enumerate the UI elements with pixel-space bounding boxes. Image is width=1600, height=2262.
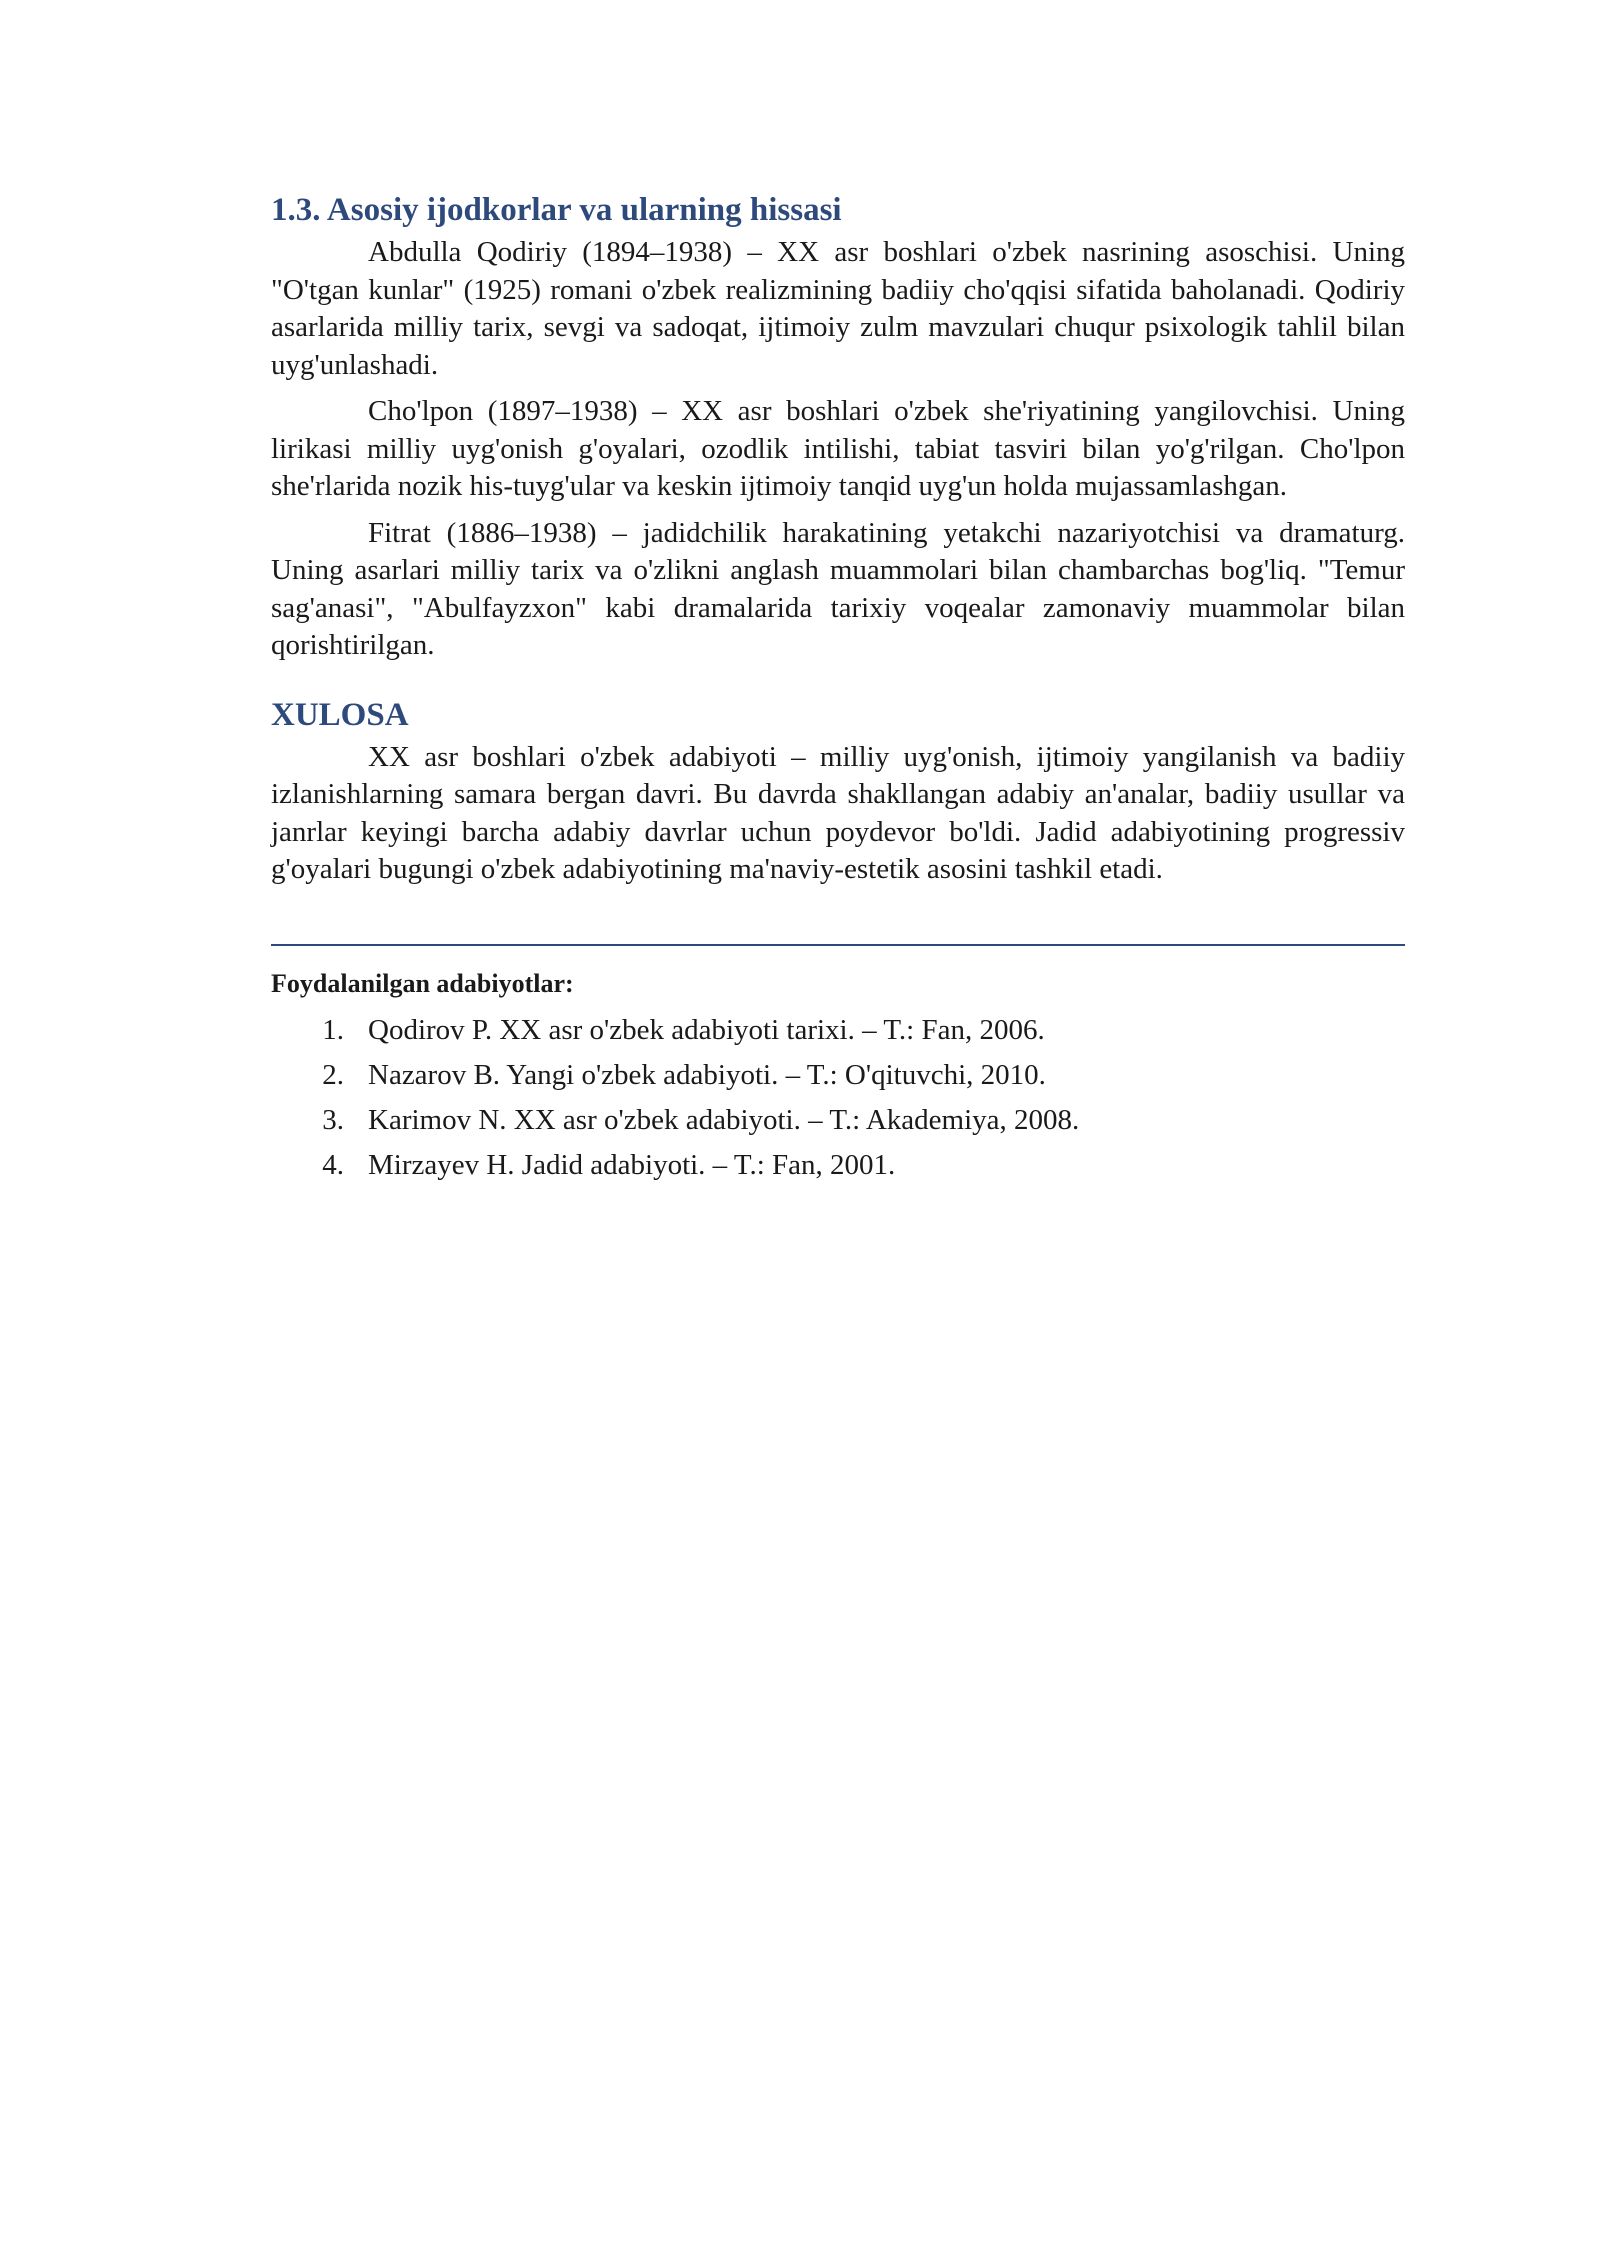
reference-item [271,1143,1405,1188]
reference-number: 1. [322,1013,344,1046]
reference-text: Karimov N. XX asr o'zbek adabiyoti. – T.: Akademiya, 2008. [368,1103,1080,1136]
conclusion-heading: XULOSA [271,696,409,733]
reference-text: Mirzayev H. Jadid adabiyoti. – T.: Fan, 2001. [368,1148,896,1181]
section-spacer [271,674,1405,695]
section-heading: 1.3. Asosiy ijodkorlar va ularning hissasi [271,192,842,228]
paragraph-fitrat: Fitrat (1886–1938) – jadidchilik harakatining yetakchi nazariyotchisi va dramaturg. Uning asarlari milliy tarix va o'zlikni anglash muammolari bilan chambarchas bog'liq. "Temur sag'anasi", "Abulfayzxon" kabi dramalarida tarixiy voqealar zamonaviy muammolar bilan qorishtirilgan. [271,516,1405,661]
reference-number: 3. [322,1103,344,1136]
reference-item [271,1008,1405,1053]
reference-item [271,1053,1405,1098]
paragraph-qodiriy: Abdulla Qodiriy (1894–1938) – XX asr boshlari o'zbek nasrining asoschisi. Uning "O'tgan kunlar" (1925) romani o'zbek realizmining badiiy cho'qqisi sifatida baholanadi. Qodiriy asarlarida milliy tarix, sevgi va sadoqat, ijtimoiy zulm mavzulari chuqur psixologik tahlil bilan uyg'unlashadi. [271,236,1405,381]
references-title: Foydalanilgan adabiyotlar: [271,968,574,998]
footnote-divider [271,944,1405,946]
reference-text: Qodirov P. XX asr o'zbek adabiyoti tarixi. – T.: Fan, 2006. [368,1013,1045,1046]
paragraph-conclusion: XX asr boshlari o'zbek adabiyoti – milliy uyg'onish, ijtimoiy yangilanish va badiiy izlanishlarning samara bergan davri. Bu davrda shakllangan adabiy an'analar, badiiy usullar va janrlar keyingi barcha adabiy davrlar uchun poydevor bo'ldi. Jadid adabiyotining progressiv g'oyalari bugungi o'zbek adabiyotining ma'naviy-estetik asosini tashkil etadi. [271,740,1405,885]
reference-number: 4. [322,1148,344,1181]
reference-item [271,1098,1405,1143]
reference-number: 2. [322,1058,344,1091]
paragraph-cholpon: Cho'lpon (1897–1938) – XX asr boshlari o'zbek she'riyatining yangilovchisi. Uning lirikasi milliy uyg'onish g'oyalari, ozodlik intilishi, tabiat tasviri bilan yo'g'rilgan. Cho'lpon she'rlarida nozik his-tuyg'ular va keskin ijtimoiy tanqid uyg'un holda mujassamlashgan. [271,395,1405,502]
reference-text: Nazarov B. Yangi o'zbek adabiyoti. – T.: O'qituvchi, 2010. [368,1058,1046,1091]
document-page [271,190,1405,1188]
references-list [271,1008,1405,1188]
